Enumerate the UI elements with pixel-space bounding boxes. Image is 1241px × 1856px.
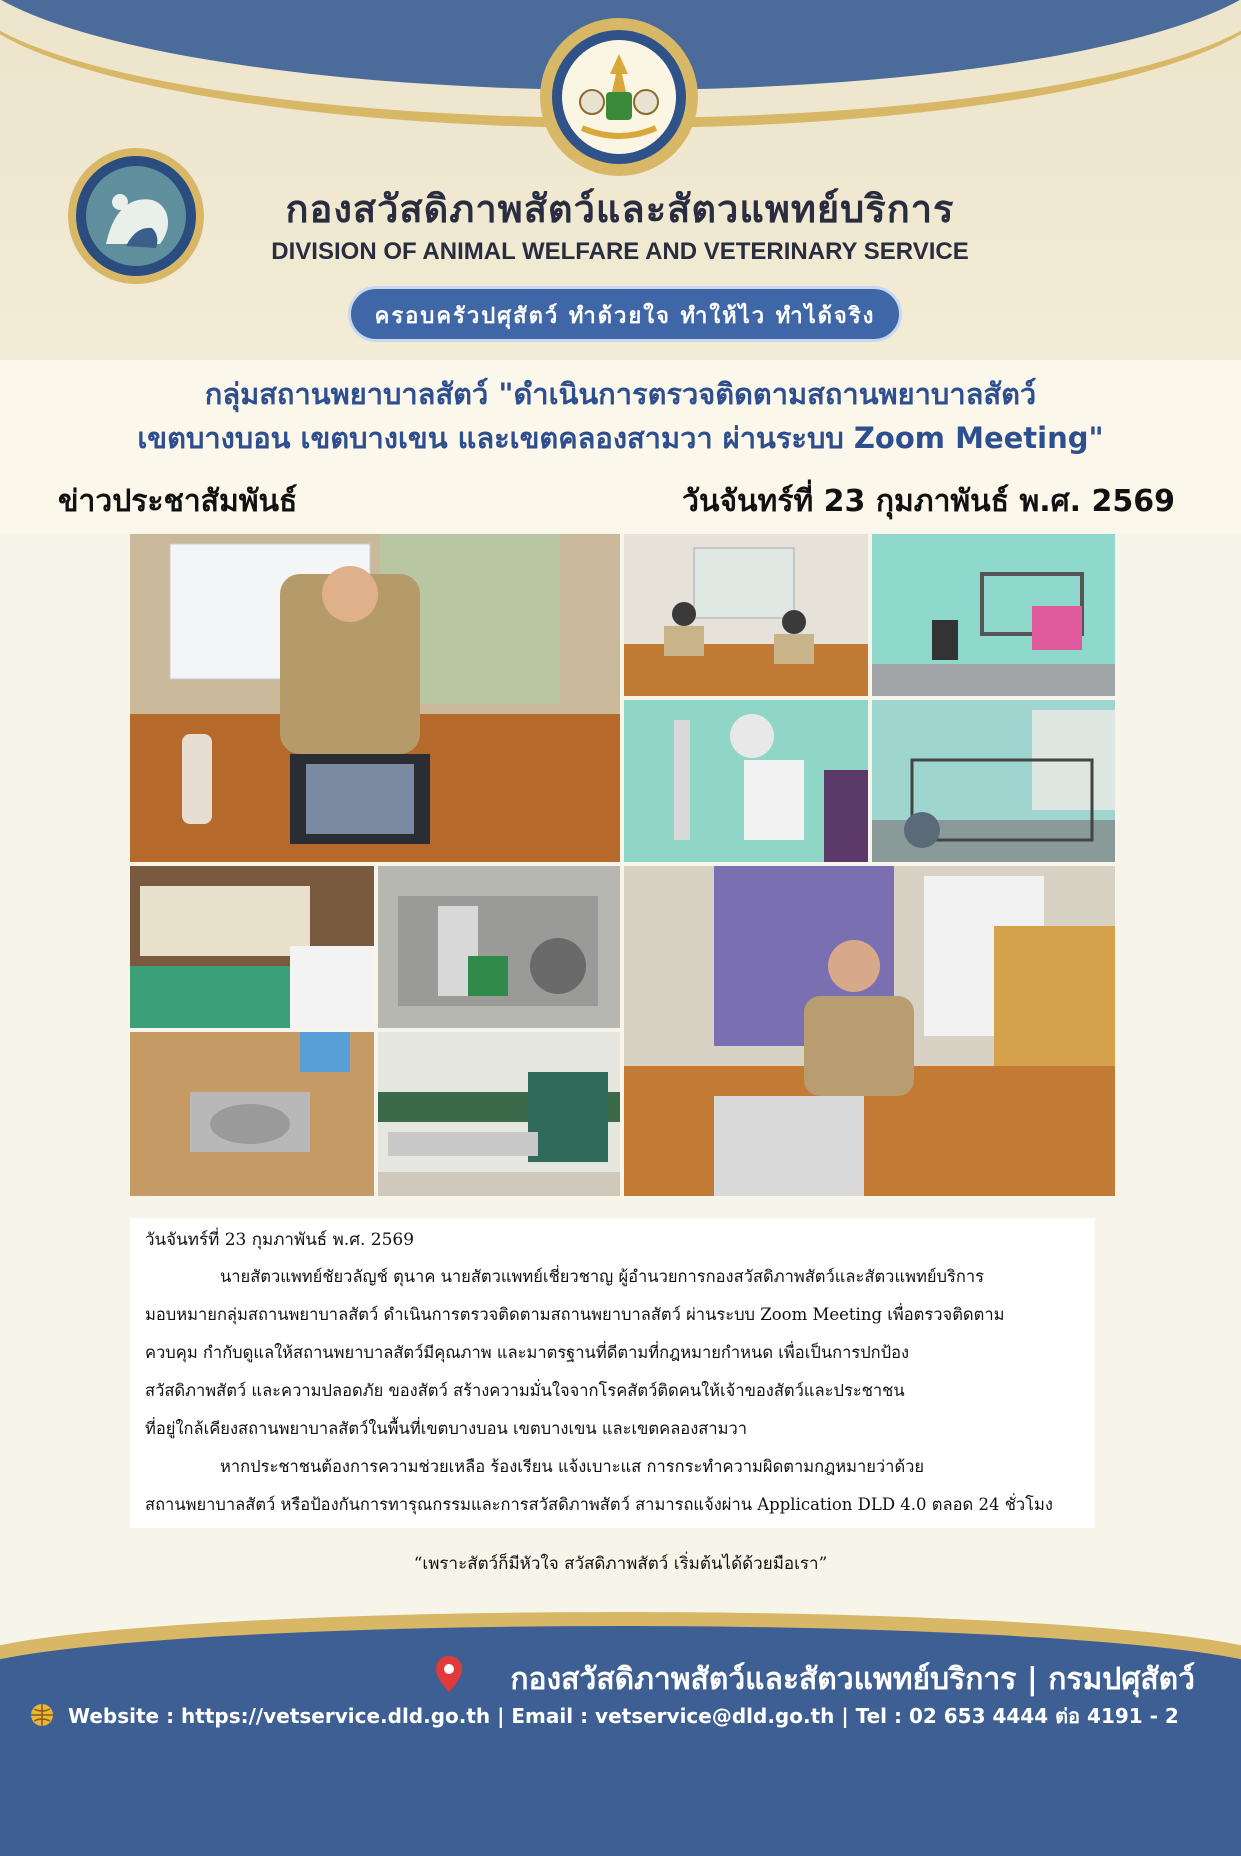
footer-contact-text: Website : https://vetservice.dld.go.th | Email : vetservice@dld.go.th | Tel : 02 653 4444 ต่อ 4191 - 2 bbox=[68, 1704, 1179, 1728]
article-paragraph-2 bbox=[145, 1448, 1095, 1524]
paragraph-line: สวัสดิภาพสัตว์ และความปลอดภัย ของสัตว์ สร้างความมั่นใจจากโรคสัตว์ติดคนให้เจ้าของสัตว์และประชาชน bbox=[145, 1381, 905, 1400]
closing-quote: “เพราะสัตว์ก็มีหัวใจ สวัสดิภาพสัตว์ เริ่มต้นได้ด้วยมือเรา” bbox=[413, 1554, 828, 1574]
emblem-seal-icon bbox=[562, 40, 676, 154]
org-name-english: DIVISION OF ANIMAL WELFARE AND VETERINARY SERVICE bbox=[271, 238, 969, 265]
photo-xray-machine bbox=[624, 700, 868, 862]
paragraph-line: สถานพยาบาลสัตว์ หรือป้องกันการทารุณกรรมและการสวัสดิภาพสัตว์ สามารถแจ้งผ่าน Application DLD 4.0 ตลอด 24 ชั่วโมง bbox=[145, 1495, 1053, 1514]
photo-medicine-cabinet bbox=[130, 866, 374, 1028]
paragraph-line: หากประชาชนต้องการความช่วยเหลือ ร้องเรียน แจ้งเบาะแส การกระทำความผิดตามกฎหมายว่าด้วย bbox=[220, 1457, 925, 1476]
footer-contact-line bbox=[68, 1700, 1241, 1732]
footer-org-name: กองสวัสดิภาพสัตว์และสัตวแพทย์บริการ | กรมปศุสัตว์ bbox=[510, 1662, 1195, 1697]
animal-silhouette-icon bbox=[86, 166, 186, 266]
globe-icon bbox=[30, 1703, 54, 1727]
headline-line-2: เขตบางบอน เขตบางเขน และเขตคลองสามวา ผ่านระบบ Zoom Meeting" bbox=[137, 421, 1104, 455]
photo-animal-cages bbox=[872, 700, 1115, 862]
news-category: ข่าวประชาสัมพันธ์ bbox=[58, 484, 298, 519]
headline-date: วันจันทร์ที่ 23 กุมภาพันธ์ พ.ศ. 2569 bbox=[682, 484, 1175, 519]
article-paragraph-1 bbox=[145, 1258, 1095, 1448]
headline-line-1: กลุ่มสถานพยาบาลสัตว์ "ดำเนินการตรวจติดตามสถานพยาบาลสัตว์ bbox=[204, 377, 1037, 411]
article-date: วันจันทร์ที่ 23 กุมภาพันธ์ พ.ศ. 2569 bbox=[145, 1230, 415, 1250]
paragraph-line: นายสัตวแพทย์ชัยวลัญช์ ตุนาค นายสัตวแพทย์เชี่ยวชาญ ผู้อำนวยการกองสวัสดิภาพสัตว์และสัตวแพทย์บริการ bbox=[220, 1267, 984, 1286]
photo-staff-at-laptop bbox=[624, 866, 1115, 1196]
paragraph-line: ควบคุม กำกับดูแลให้สถานพยาบาลสัตว์มีคุณภาพ และมาตรฐานที่ดีตามที่กฎหมายกำหนด เพื่อเป็นการปกป้อง bbox=[145, 1343, 910, 1362]
photo-lab-equipment bbox=[378, 866, 620, 1028]
photo-treatment-table bbox=[378, 1032, 620, 1196]
headline bbox=[20, 372, 1221, 460]
photo-meeting-room bbox=[624, 534, 868, 696]
photo-sink bbox=[130, 1032, 374, 1196]
photo-zoom-meeting-director bbox=[130, 534, 620, 862]
location-pin-icon bbox=[434, 1654, 464, 1694]
paragraph-line: ที่อยู่ใกล้เคียงสถานพยาบาลสัตว์ในพื้นที่เขตบางบอน เขตบางเขน และเขตคลองสามวา bbox=[145, 1419, 748, 1438]
org-name-thai: กองสวัสดิภาพสัตว์และสัตวแพทย์บริการ bbox=[285, 187, 955, 231]
slogan-badge: ครอบครัวปศุสัตว์ ทำด้วยใจ ทำให้ไว ทำได้จริง bbox=[348, 286, 902, 342]
photo-examination-room bbox=[872, 534, 1115, 696]
paragraph-line: มอบหมายกลุ่มสถานพยาบาลสัตว์ ดำเนินการตรวจติดตามสถานพยาบาลสัตว์ ผ่านระบบ Zoom Meeting เพื่อตรวจติดตาม bbox=[145, 1305, 1005, 1324]
